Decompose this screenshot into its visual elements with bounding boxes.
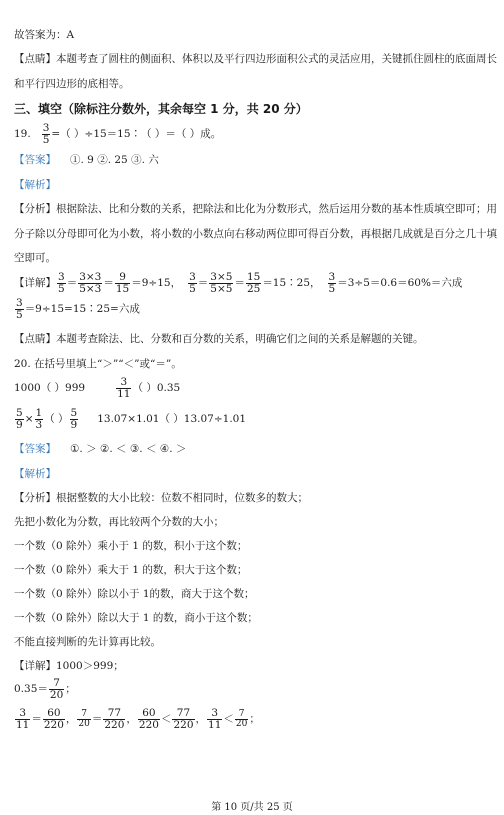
q19-blanks: =（ ）÷15＝15∶（ ）＝（ ）成。	[51, 128, 222, 140]
q19-answer	[14, 153, 494, 167]
q20-row-2: $\frac{5}{9}$ × $\frac{1}{3}$ （ ） $\frac{5}{9}$ 13.07×1.01（ ）13.07÷1.01	[16, 406, 247, 431]
q20-answer	[14, 442, 494, 456]
q20-step-2: 一个数（0 除外）乘小于 1 的数，积小于这个数；	[14, 540, 248, 552]
fraction: $\frac{7}{20}$	[49, 676, 64, 701]
q19-fenxi-c: 空即可。	[14, 252, 56, 264]
fraction: $\frac{60}{220}$	[43, 706, 64, 731]
q20-step-3: 一个数（0 除外）乘大于 1 的数，积大于这个数；	[14, 564, 248, 576]
q19-fenxi-b: 分子除以分母即可化为小数，将小数的小数点向右移动两位即可得百分数，再根据几成就是百分之几十填	[14, 228, 497, 240]
q20-step-1: 先把小数化为分数，再比较两个分数的大小；	[14, 516, 224, 528]
q19-fenxi-a: 【分析】根据除法、比和分数的关系，把除法和比化为分数形式，然后运用分数的基本性质填空即可；用	[14, 203, 497, 215]
answer-line: 故答案为：A	[14, 29, 75, 41]
fraction: $\frac{3}{11}$	[208, 706, 222, 731]
fraction: $\frac{60}{220}$	[138, 706, 159, 731]
fraction: $\frac{15}{25}$	[246, 270, 261, 295]
fraction: $\frac{3}{5}$	[189, 270, 196, 295]
fraction: $\frac{1}{3}$	[35, 406, 43, 431]
q20-step-6: 不能直接判断的先计算再比较。	[14, 636, 161, 648]
q19-fraction: $\frac{3}{5}$	[42, 121, 50, 146]
q20-jiexi-tag: 【解析】	[14, 468, 56, 480]
answer-tag: 【答案】	[14, 443, 56, 455]
fraction: $\frac{3\times 5}{5\times 5}$	[210, 270, 233, 295]
fraction: $\frac{5}{9}$	[16, 406, 23, 431]
dianjing-1-line-b: 和平行四边形的底相等。	[14, 78, 130, 90]
q20-xiangjie: 【详解】1000＞999；	[14, 660, 124, 672]
q20-question: 20. 在括号里填上“＞”“＜”或“＝”。	[14, 358, 182, 370]
fraction: $\frac{77}{220}$	[173, 706, 194, 731]
q19-question	[14, 122, 494, 146]
dianjing-1-line-a: 【点睛】本题考查了圆柱的侧面积、体积以及平行四边形面积公式的灵活应用，关键抓住圆柱的底面周长	[14, 53, 497, 65]
fraction: $\frac{7}{20}$	[235, 708, 248, 729]
q19-answer-text: ①. 9 ②. 25 ③. 六	[70, 154, 159, 166]
fraction: $\frac{9}{15}$	[115, 270, 130, 295]
xiangjie-tag: 【详解】	[14, 277, 56, 289]
fraction: $\frac{3}{5}$	[16, 296, 23, 321]
q20-step-4: 一个数（0 除外）除以小于 1的数，商大于这个数；	[14, 588, 255, 600]
q20-step-5: 一个数（0 除外）除以大于 1 的数，商小于这个数；	[14, 612, 258, 624]
fraction: $\frac{3\times 3}{5\times 3}$	[79, 270, 102, 295]
fraction: $\frac{77}{220}$	[104, 706, 125, 731]
page-footer: 第 10 页/共 25 页	[211, 802, 293, 813]
q20-xiangjie-2: 0.35＝ $\frac{7}{20}$ ；	[14, 676, 76, 701]
q20-xiangjie-3: $\frac{3}{11}$ ＝ $\frac{60}{220}$ ， $\frac{7}{20}$ ＝ $\frac{77}{220}$ ， $\frac{60}{220}$ ＜ $\frac{77}{220}$ ， $\frac{3}{11}$ ＜ $\frac{7}{20}$ ；	[16, 706, 260, 731]
q19-dianjing: 【点睛】本题考查除法、比、分数和百分数的关系，明确它们之间的关系是解题的关键。	[14, 333, 424, 345]
answer-tag: 【答案】	[14, 154, 56, 166]
q20-answer-text: ①. ＞ ②. ＜ ③. ＜ ④. ＞	[70, 443, 187, 455]
fraction: $\frac{3}{5}$	[58, 270, 65, 295]
q19-xiangjie-2: $\frac{3}{5}$ ＝9÷15=15∶25=六成	[16, 296, 140, 321]
q19-xiangjie-1: 【详解】 $\frac{3}{5}$ ＝ $\frac{3\times 3}{5\times 3}$ ＝ $\frac{9}{15}$ ＝9÷15， $\frac{3}{5}$ ＝ $\frac{3\times 5}{5\times 5}$ ＝ $\frac{15}{25}$ ＝15∶25， $\frac{3}{5}$ ＝3÷5＝0.6＝60%＝六成	[14, 270, 463, 295]
fraction: $\frac{7}{20}$	[78, 708, 90, 729]
fraction: $\frac{3}{11}$	[16, 706, 30, 731]
q20-fenxi: 【分析】根据整数的大小比较：位数不相同时，位数多的数大；	[14, 492, 308, 504]
fraction: $\frac{3}{11}$	[117, 375, 131, 400]
q19-number: 19.	[14, 128, 31, 140]
fraction: $\frac{3}{5}$	[328, 270, 336, 295]
q19-jiexi-tag: 【解析】	[14, 179, 56, 191]
q20-row-1: 1000（ ）999 $\frac{3}{11}$ （ ）0.35	[14, 375, 181, 400]
fraction: $\frac{5}{9}$	[70, 406, 78, 431]
section-3-heading: 三、填空（除标注分数外，其余每空 1 分，共 20 分）	[14, 102, 308, 116]
